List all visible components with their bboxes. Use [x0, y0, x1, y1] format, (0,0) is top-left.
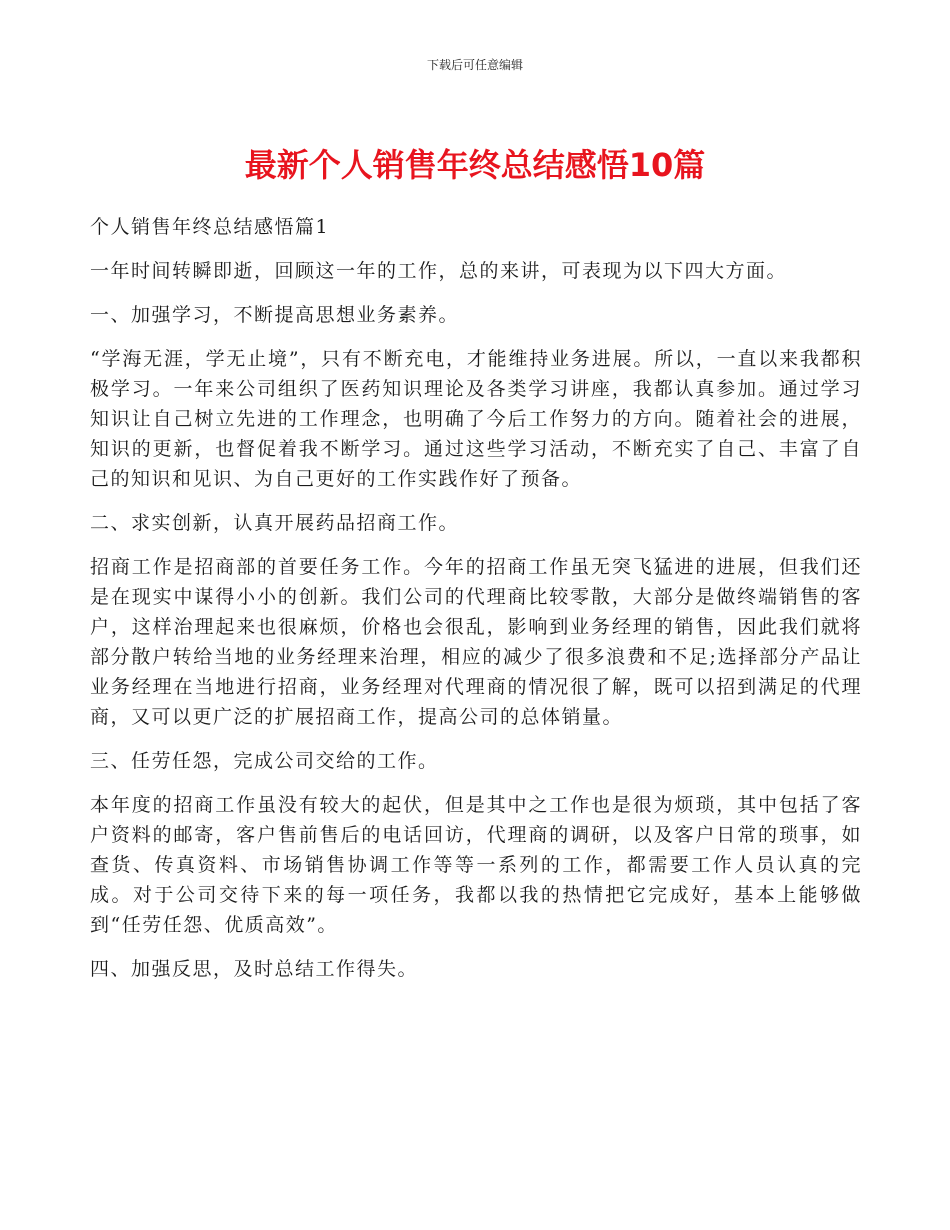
subheading: 三、任劳任怨，完成公司交给的工作。 [90, 750, 439, 772]
subheading: 四、加强反思，及时总结工作得失。 [90, 958, 419, 980]
section-heading: 个人销售年终总结感悟篇1 [90, 216, 330, 238]
subheading: 二、求实创新，认真开展药品招商工作。 [90, 512, 460, 534]
paragraph: 招商工作是招商部的首要任务工作。今年的招商工作虽无突飞猛进的进展，但我们还是在现实中谋得小小的创新。我们公司的代理商比较零散，大部分是做终端销售的客户，这样治理起来也很麻烦，价格也会很乱，影响到业务经理的销售，因此我们就将部分散户转给当地的业务经理来治理，相应的减少了很多浪费和不足;选择部分产品让业务经理在当地进行招商，业务经理对代理商的情况很了解，既可以招到满足的代理商，又可以更广泛的扩展招商工作，提高公司的总体销量。 [90, 556, 862, 728]
document-body [90, 212, 862, 998]
paragraph: “学海无涯，学无止境”，只有不断充电，才能维持业务进展。所以，一直以来我都积极学习。一年来公司组织了医药知识理论及各类学习讲座，我都认真参加。通过学习知识让自己树立先进的工作理念，也明确了今后工作努力的方向。随着社会的进展，知识的更新，也督促着我不断学习。通过这些学习活动，不断充实了自己、丰富了自己的知识和见识、为自己更好的工作实践作好了预备。 [90, 348, 862, 490]
document-title: 最新个人销售年终总结感悟10篇 [244, 146, 706, 184]
paragraph: 本年度的招商工作虽没有较大的起伏，但是其中之工作也是很为烦琐，其中包括了客户资料的邮寄，客户售前售后的电话回访，代理商的调研，以及客户日常的琐事，如查货、传真资料、市场销售协调工作等等一系列的工作，都需要工作人员认真的完成。对于公司交待下来的每一项任务，我都以我的热情把它完成好，基本上能够做到“任劳任怨、优质高效”。 [90, 794, 862, 936]
paragraph: 一年时间转瞬即逝，回顾这一年的工作，总的来讲，可表现为以下四大方面。 [90, 260, 788, 282]
subheading: 一、加强学习，不断提高思想业务素养。 [90, 304, 460, 326]
header-note: 下载后可任意编辑 [426, 58, 523, 72]
